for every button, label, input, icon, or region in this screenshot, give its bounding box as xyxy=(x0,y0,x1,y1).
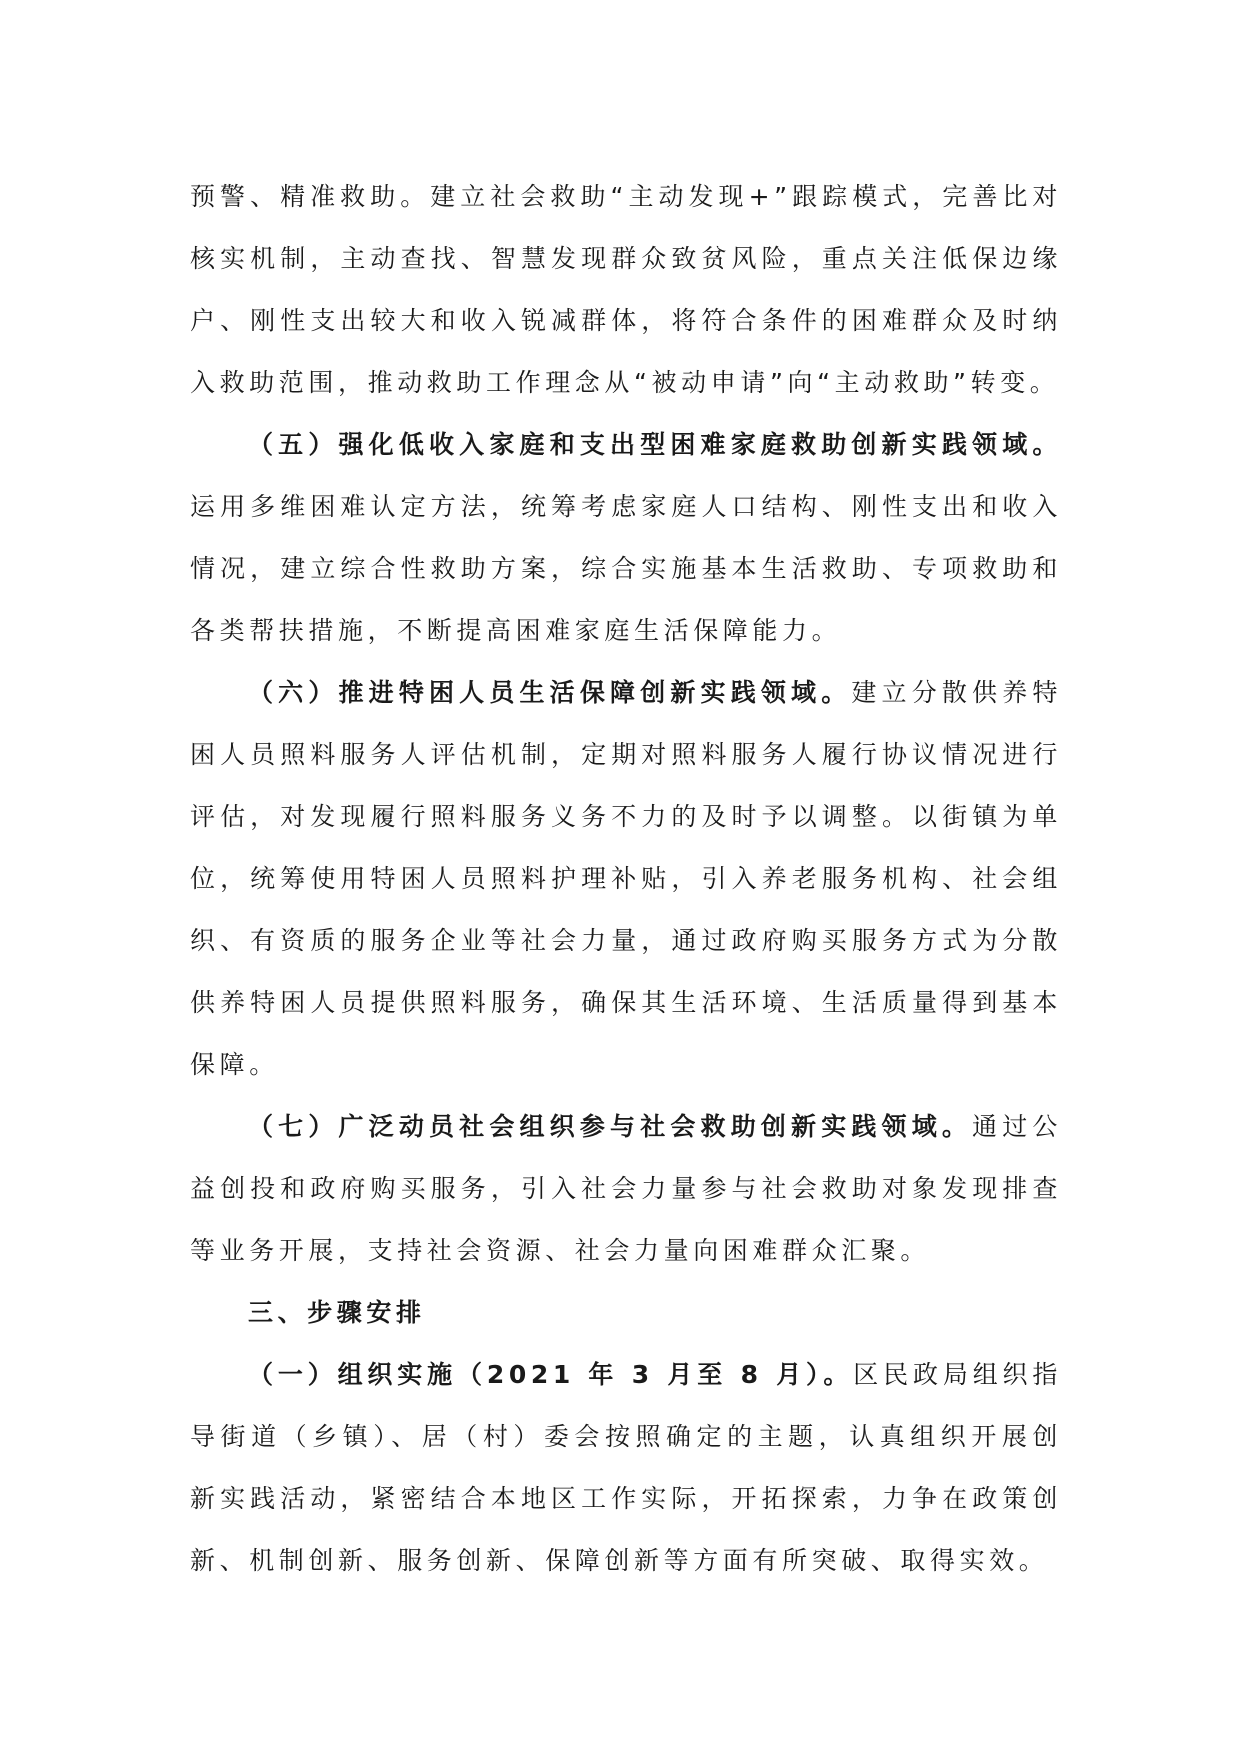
paragraph-item-6 xyxy=(190,662,1062,1096)
paragraph-text: 区民政局组织指导街道（乡镇）、居（村）委会按照确定的主题，认真组织开展创新实践活动，紧密结合本地区工作实际，开拓探索，力争在政策创新、机制创新、服务创新、保障创新等方面有所突破、取得实效。 xyxy=(190,1360,1063,1575)
paragraph-lead: （一）组织实施（2021 年 3 月至 8 月）。 xyxy=(248,1360,854,1389)
document-body xyxy=(190,166,1062,1592)
paragraph-text: 运用多维困难认定方法，统筹考虑家庭人口结构、刚性支出和收入情况，建立综合性救助方案，综合实施基本生活救助、专项救助和各类帮扶措施，不断提高困难家庭生活保障能力。 xyxy=(190,492,1062,645)
paragraph-text: 预警、精准救助。建立社会救助“主动发现+”跟踪模式，完善比对核实机制，主动查找、智慧发现群众致贫风险，重点关注低保边缘户、刚性支出较大和收入锐减群体，将符合条件的困难群众及时纳入救助范围，推动救助工作理念从“被动申请”向“主动救助”转变。 xyxy=(190,182,1062,397)
paragraph-step-1 xyxy=(190,1344,1062,1592)
paragraph-text: 通过公益创投和政府购买服务，引入社会力量参与社会救助对象发现排查等业务开展，支持社会资源、社会力量向困难群众汇聚。 xyxy=(190,1112,1062,1265)
paragraph-item-7 xyxy=(190,1096,1062,1282)
paragraph-text: 建立分散供养特困人员照料服务人评估机制，定期对照料服务人履行协议情况进行评估，对发现履行照料服务义务不力的及时予以调整。以街镇为单位，统筹使用特困人员照料护理补贴，引入养老服务机构、社会组织、有资质的服务企业等社会力量，通过政府购买服务方式为分散供养特困人员提供照料服务，确保其生活环境、生活质量得到基本保障。 xyxy=(190,678,1062,1079)
section-heading-steps: 三、步骤安排 xyxy=(248,1298,426,1327)
paragraph-item-5 xyxy=(190,414,1062,662)
paragraph-lead: （五）强化低收入家庭和支出型困难家庭救助创新实践领域。 xyxy=(248,430,1062,459)
paragraph-lead: （六）推进特困人员生活保障创新实践领域。 xyxy=(248,678,852,707)
paragraph-lead: （七）广泛动员社会组织参与社会救助创新实践领域。 xyxy=(248,1112,973,1141)
paragraph-early-warning xyxy=(190,166,1062,414)
